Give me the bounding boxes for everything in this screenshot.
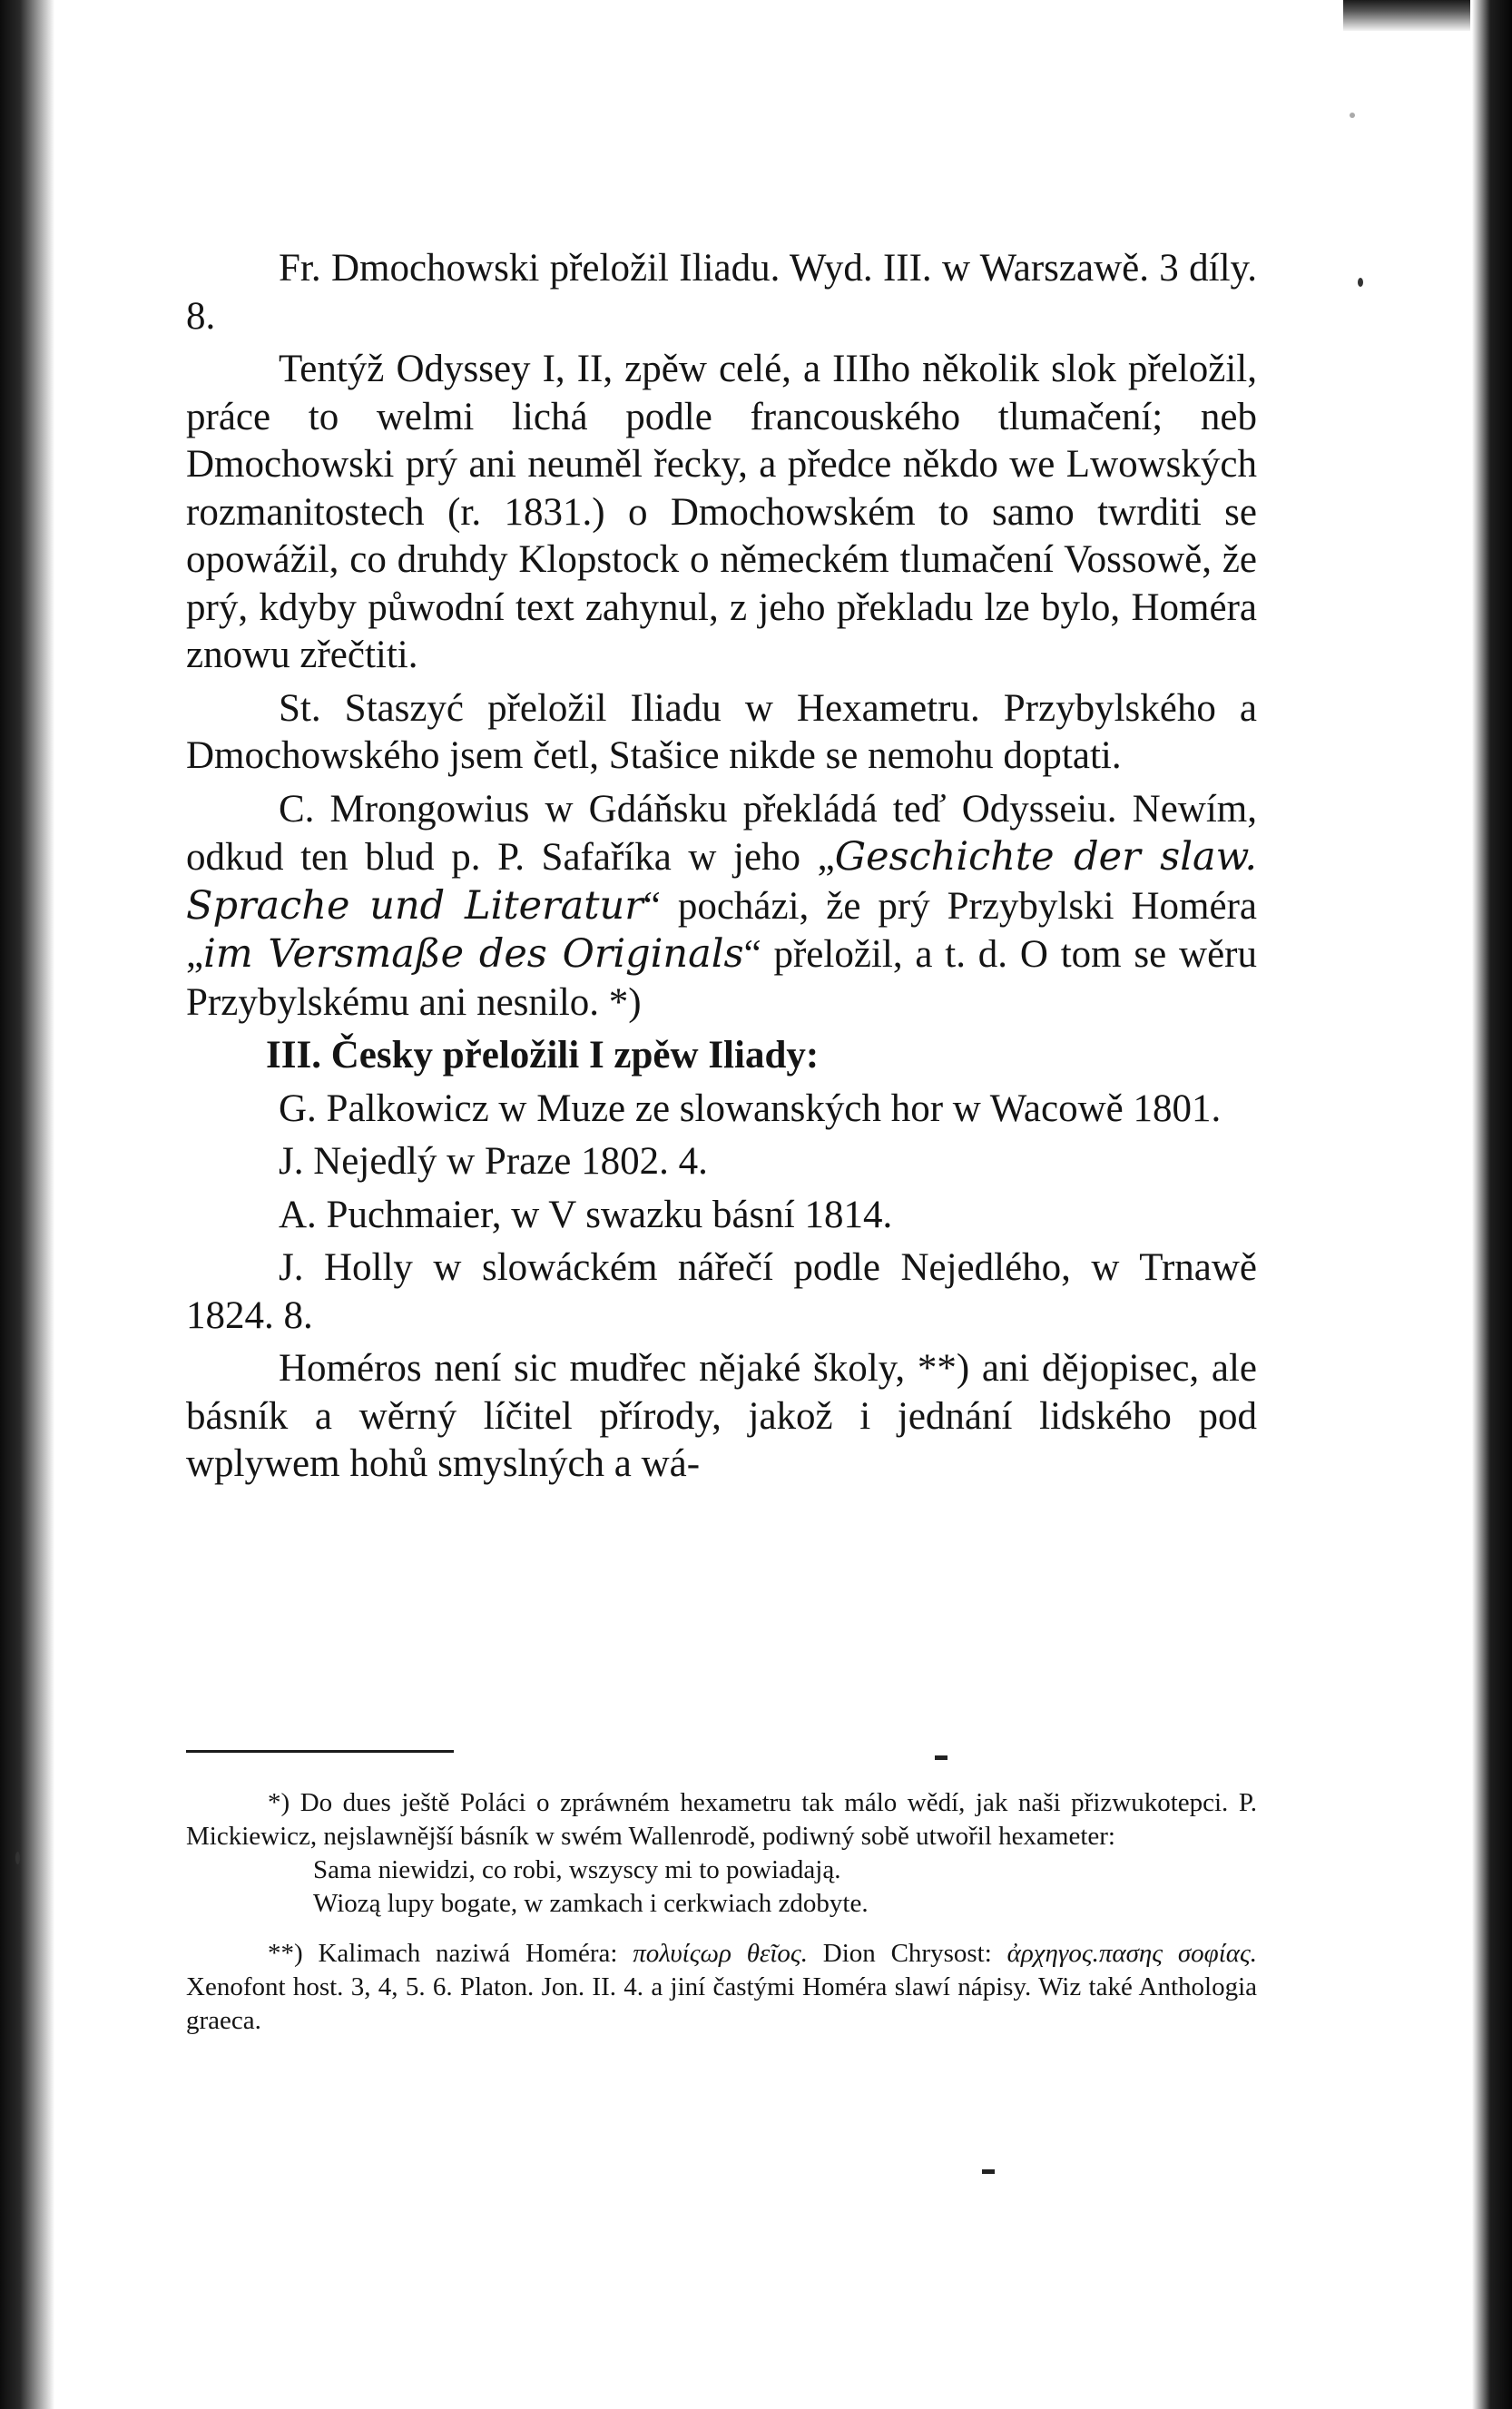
mrongowius-text-c: “ pocházi, že prý Przybylski Homéra „ [186, 884, 1257, 976]
paragraph-puchmaier: A. Puchmaier, w V swazku básní 1814. [279, 1193, 893, 1236]
footnote-1: *) Do dues ještě Poláci o zpráwném hexametru tak málo wědí, jak naši přizwukotepci. P. Mickiewicz, nejslawnější básník w swém Wallenrodě, podiwný sobě utwořil hexameter: [186, 1788, 1257, 1851]
footnote-verse-2: Wiozą lupy bogate, w zamkach i cerkwiach zdobyte. [313, 1889, 869, 1918]
paragraph-staszyc: St. Staszyć přeložil Iliadu w Hexametru. Przybylského a Dmochowského jsem četl, Stašice nikde se nemohu doptati. [186, 686, 1257, 777]
footnote-2-text-a: **) Kalimach naziwá Homéra: [268, 1939, 633, 1968]
footnote-verse-1: Sama niewidzi, co robi, wszyscy mi to powiadają. [313, 1855, 841, 1884]
scan-speck [15, 1852, 20, 1864]
paragraph-palkowicz: G. Palkowicz w Muze ze slowanských hor w Wacowě 1801. [279, 1087, 1222, 1130]
scan-left-edge [0, 0, 54, 2409]
footnote-2-text-b: Dion Chrysost: [807, 1939, 1007, 1968]
scan-speck [1358, 278, 1363, 287]
footnotes [186, 1786, 1257, 2038]
greek-epithet-1: πολυίςωρ θεῖος. [633, 1939, 808, 1968]
mrongowius-text-e: “ přeložil, a t. d. O tom se wěru Przybylskému ani nesnilo. *) [186, 933, 1257, 1024]
paragraph-homeros: Homéros není sic mudřec nějaké školy, **) ani dějopisec, ale básník a wěrný líčitel přírody, jakož i jednání lidského pod wplywem hohů smyslných a wá- [186, 1347, 1257, 1485]
main-text [186, 245, 1257, 1494]
footnote-2 [186, 1937, 1257, 2038]
greek-epithet-2: ἀρχηγος.πασης σοφίας. [1006, 1939, 1258, 1968]
scan-speck [1350, 113, 1355, 118]
scan-right-edge [1472, 0, 1512, 2409]
paragraph-mrongowius [186, 786, 1257, 1028]
paragraph-holly: J. Holly w slowáckém nářečí podle Nejedlého, w Trnawě 1824. 8. [186, 1246, 1257, 1337]
section-heading-czech-translations: III. Česky přeložili I zpěw Iliady: [266, 1034, 820, 1077]
footnote-2-text-c: Xenofont host. 3, 4, 5. 6. Platon. Jon. II. 4. a jiní častými Homéra slawí nápisy. Wiz také Anthologia graeca. [186, 1972, 1257, 2035]
footnote-separator [186, 1750, 454, 1753]
safarik-book-title: Geschichte der slaw. Sprache und Literatur [186, 834, 1257, 929]
print-mark [982, 2169, 995, 2174]
paragraph-dmochowski-iliad: Fr. Dmochowski přeložil Iliadu. Wyd. III. w Warszawě. 3 díly. 8. [186, 247, 1257, 338]
print-mark [935, 1755, 947, 1760]
versmass-quote: im Versmaße des Originals [203, 931, 744, 977]
scan-top-edge [1343, 0, 1470, 31]
paragraph-dmochowski-odyssey: Tentýž Odyssey I, II, zpěw celé, a IIIho několik slok přeložil, práce to welmi lichá podle francouského tlumačení; neb Dmochowski prý ani neuměl řecky, a předce někdo we Lwowských rozmanitostech (r. 1831.) o Dmochowském to samo twrditi se opowážil, co druhdy Klopstock o německém tlumačení Vossowě, že prý, kdyby půwodní text zahynul, z jeho překladu lze bylo, Homéra znowu zřečtiti. [186, 348, 1257, 676]
mrongowius-text-a: C. Mrongowius w Gdáňsku překládá teď Odysseiu. Newím, odkud ten blud p. P. Safaříka w jeho „ [186, 787, 1257, 879]
paragraph-nejedly: J. Nejedlý w Praze 1802. 4. [279, 1140, 708, 1183]
